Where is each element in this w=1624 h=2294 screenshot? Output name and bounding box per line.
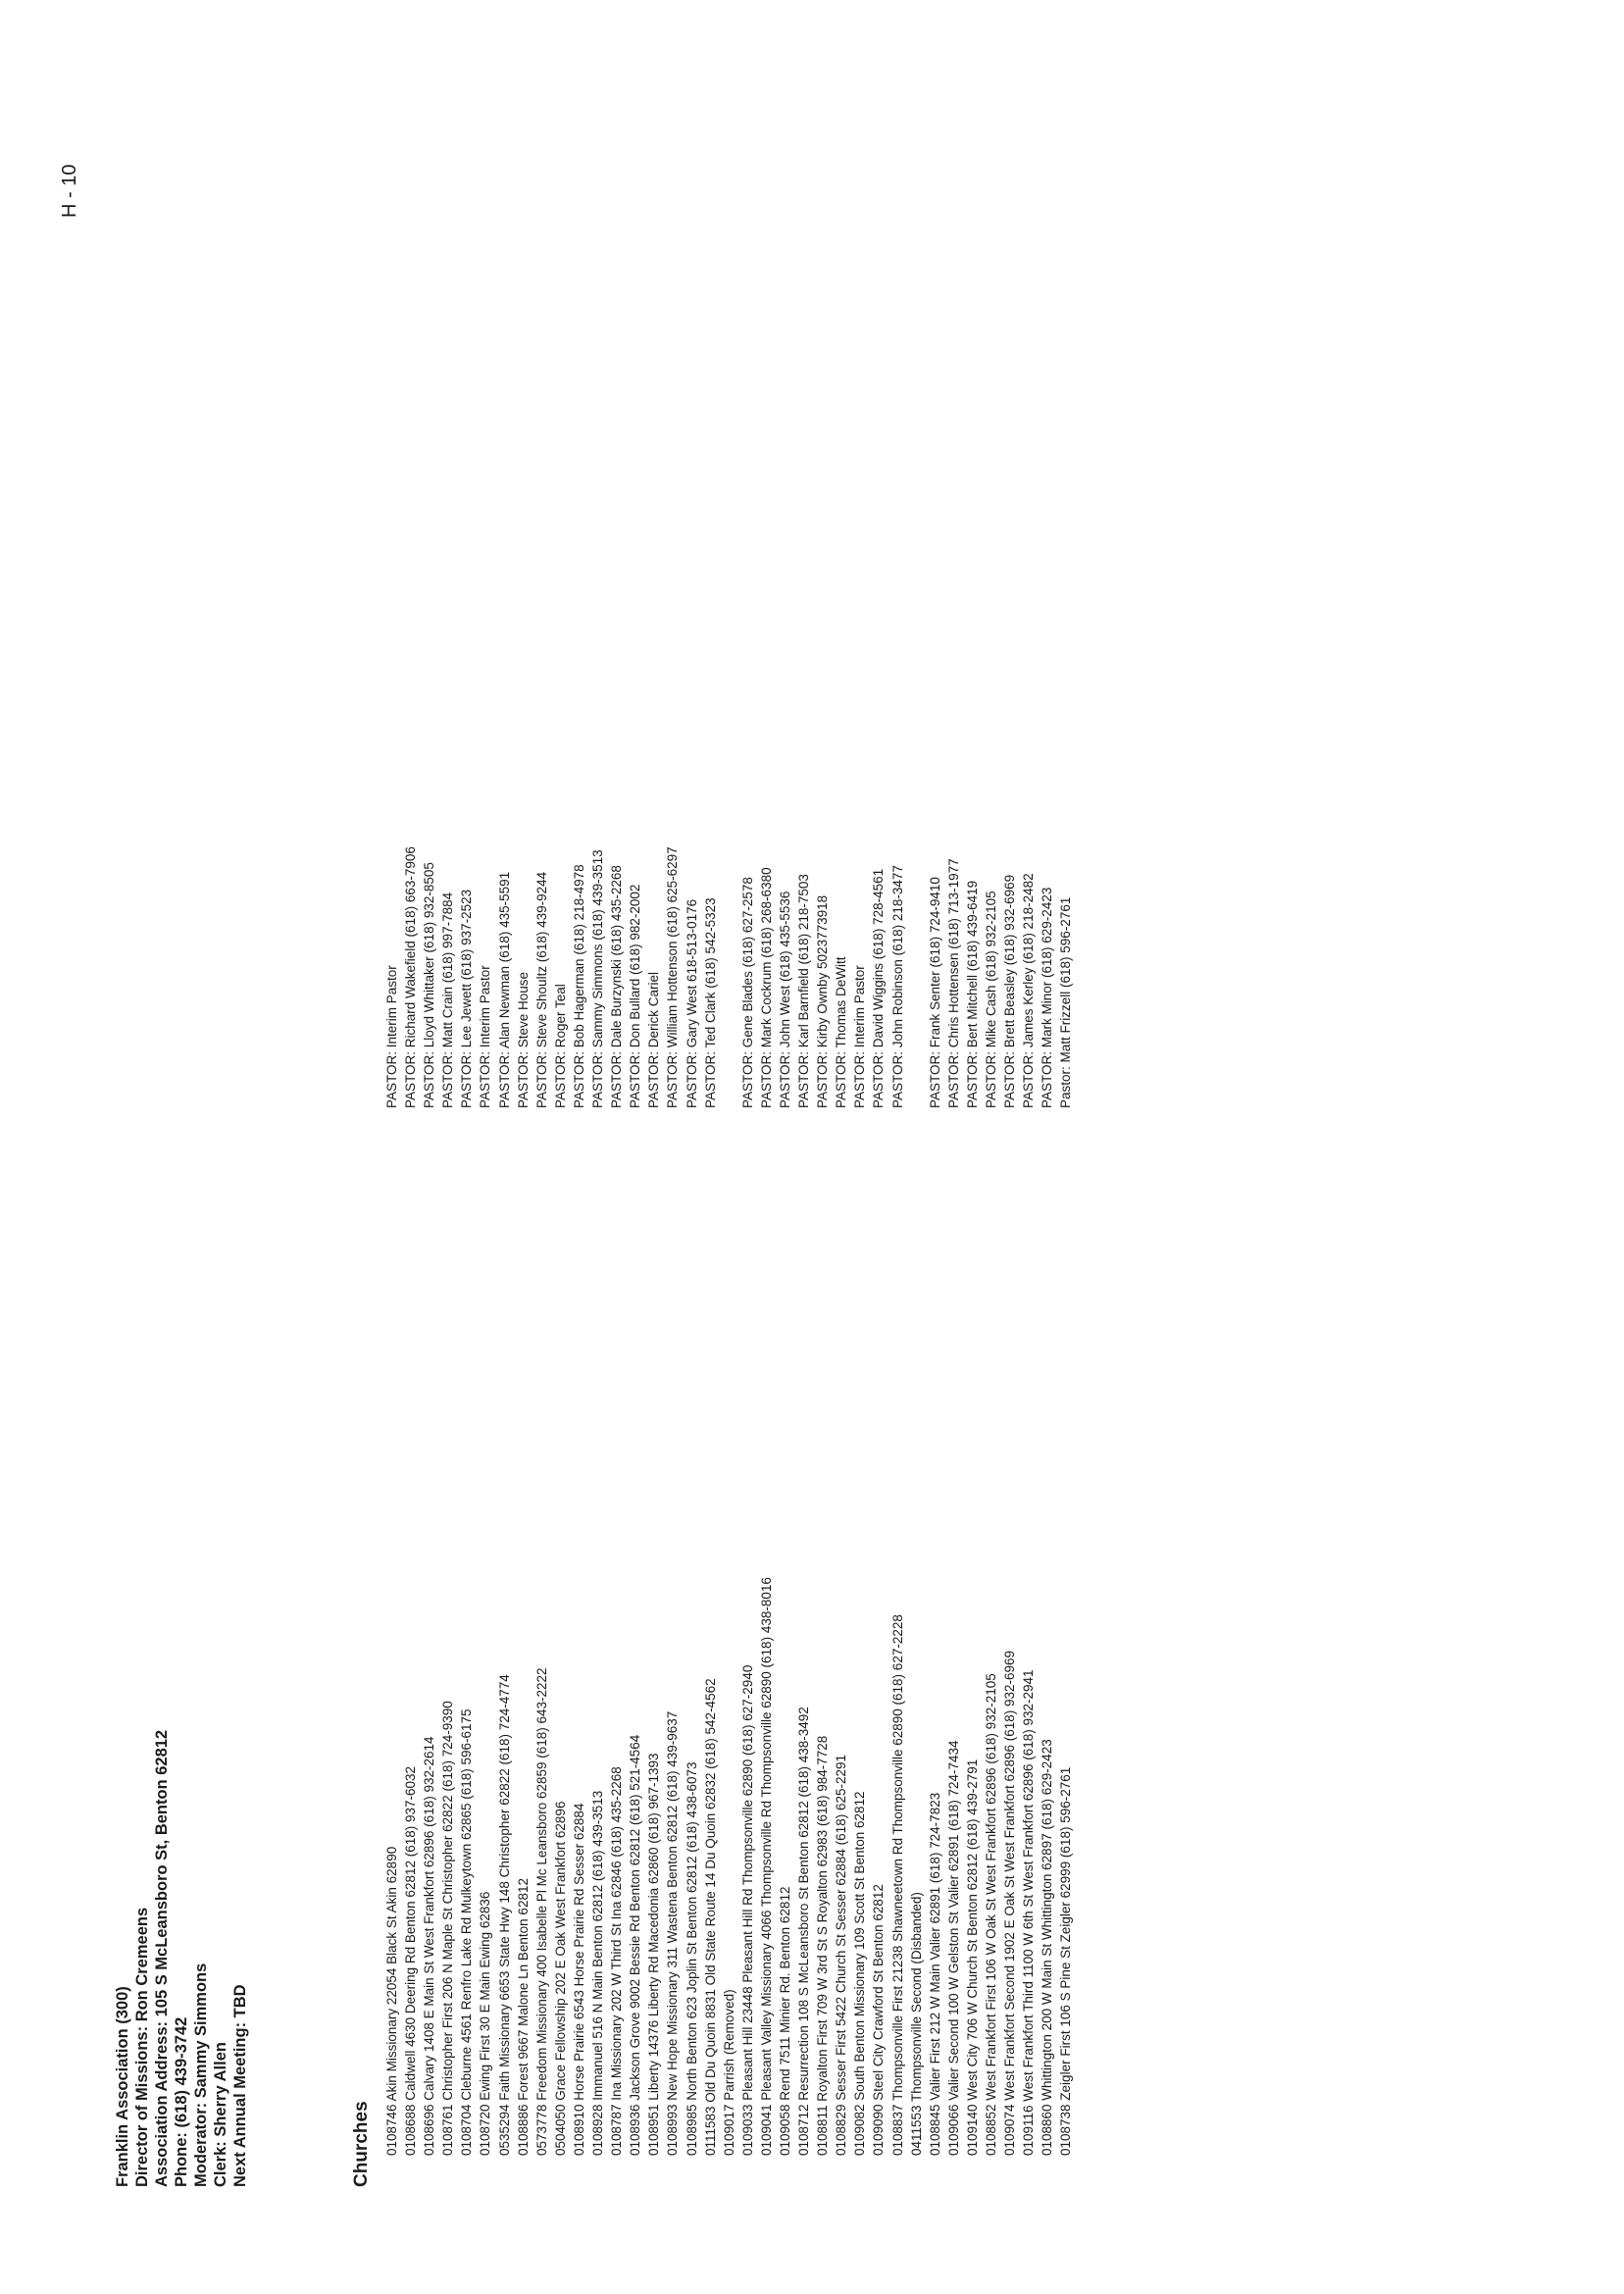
pastor-entry: PASTOR: Mike Cash (618) 932-2105 xyxy=(984,891,998,1108)
church-entry: 0108696 Calvary 1408 E Main St West Frankfort 62896 (618) 932-2614 xyxy=(422,1736,437,2156)
moderator: Moderator: Sammy Simmons xyxy=(192,1963,210,2187)
pastor-entry: PASTOR: Matt Crain (618) 997-7884 xyxy=(440,892,456,1108)
church-entry: 0109074 West Frankfort Second 1902 E Oak St West Frankfort 62896 (618) 932-6969 xyxy=(1002,1650,1018,2156)
church-entry: 0108746 Akin Missionary 22054 Black St Akin 62890 xyxy=(384,1846,399,2156)
pastor-list xyxy=(382,559,1075,1108)
pastor-entry: PASTOR: Ted Clark (618) 542-5323 xyxy=(702,897,718,1108)
pastor-entry: PASTOR: Roger Teal xyxy=(552,984,568,1108)
pastor-entry: PASTOR: Interim Pastor xyxy=(478,965,493,1108)
church-entry: 0108852 West Frankfort First 106 W Oak St West Frankfort 62896 (618) 932-2105 xyxy=(984,1673,998,2156)
pastor-entry: PASTOR: Lee Jewett (618) 937-2523 xyxy=(459,889,475,1108)
church-entry: 0535294 Faith Missionary 6653 State Hwy 148 Christopher 62822 (618) 724-4774 xyxy=(496,1674,512,2156)
pastor-entry: PASTOR: Steve Shoultz (618) 439-9244 xyxy=(533,871,549,1108)
pastor-entry xyxy=(907,559,926,1108)
pastor-entry: PASTOR: Derick Cariel xyxy=(646,971,662,1108)
next-annual-meeting: Next Annual Meeting: TBD xyxy=(231,1984,249,2187)
church-entry: 0108985 North Benton 623 Joplin St Benton 62812 (618) 438-6073 xyxy=(684,1761,699,2156)
pastor-entry: PASTOR: William Hottenson (618) 625-6297 xyxy=(665,846,681,1108)
pastor-entry: PASTOR: Mark Cockrum (618) 268-6380 xyxy=(758,867,774,1108)
pastor-entry: PASTOR: Thomas DeWitt xyxy=(834,956,849,1108)
church-entry: 0108712 Resurrection 108 S McLeansboro St Benton 62812 (618) 438-3492 xyxy=(796,1707,812,2156)
church-entry: 0109033 Pleasant Hill 23448 Pleasant Hill Rd Thompsonville 62890 (618) 627-2940 xyxy=(739,1664,755,2156)
church-list xyxy=(382,979,1075,2156)
pastor-entry: PASTOR: Frank Senter (618) 724-9410 xyxy=(927,877,942,1108)
church-entry: 0108886 Forest 9667 Malone Ln Benton 62812 xyxy=(515,1878,531,2156)
page-number: H - 10 xyxy=(59,164,80,218)
rotated-document xyxy=(113,29,1613,2187)
pastor-entry: PASTOR: Interim Pastor xyxy=(852,965,868,1108)
pastor-entry: PASTOR: James Kerley (618) 218-2482 xyxy=(1021,873,1037,1108)
pastor-entry: PASTOR: Brett Beasley (618) 932-6969 xyxy=(1002,874,1018,1108)
pastor-entry: PASTOR: John Robinson (618) 218-3477 xyxy=(889,865,905,1108)
church-entry: 0108951 Liberty 14376 Liberty Rd Macedonia 62860 (618) 967-1393 xyxy=(646,1753,662,2156)
church-entry: 0108704 Cleburne 4561 Renfro Lake Rd Mulkeytown 62865 (618) 596-6175 xyxy=(459,1708,475,2156)
pastor-entry xyxy=(720,559,738,1108)
pastor-entry: PASTOR: David Wiggins (618) 728-4561 xyxy=(871,868,887,1108)
church-entry: 0108910 Horse Prairie 6543 Horse Prairie Rd Sesser 62884 xyxy=(571,1803,586,2156)
pastor-entry: Pastor: Matt Frizzell (618) 596-2761 xyxy=(1058,896,1074,1108)
director-of-missions: Director of Missions: Ron Cremeens xyxy=(133,1907,151,2187)
association-header xyxy=(113,912,250,2187)
church-entry: 0108860 Whittington 200 W Main St Whittington 62897 (618) 629-2423 xyxy=(1040,1739,1055,2156)
church-entry: 0108993 New Hope Missionary 311 Wastena Benton 62812 (618) 439-9637 xyxy=(665,1710,681,2156)
pastor-entry: PASTOR: Mark Minor (618) 629-2423 xyxy=(1040,887,1055,1108)
church-entry: 0108720 Ewing First 30 E Main Ewing 62836 xyxy=(478,1891,493,2156)
pastor-entry: PASTOR: Chris Hottensen (618) 713-1977 xyxy=(945,858,961,1108)
pastor-entry: PASTOR: Bert Mitchell (618) 439-6419 xyxy=(964,880,980,1108)
church-entry: 0504050 Grace Fellowship 202 E Oak West Frankfort 62896 xyxy=(552,1801,568,2156)
association-address: Association Address: 105 S McLeansboro St, Benton 62812 xyxy=(153,1729,171,2187)
church-entry: 0109041 Pleasant Valley Missionary 4066 Thompsonville Rd Thompsonville 62890 (618) 438-8016 xyxy=(758,1577,774,2156)
pastor-entry: PASTOR: Gene Blades (618) 627-2578 xyxy=(739,877,755,1108)
pastor-entry: PASTOR: Bob Hagerman (618) 218-4978 xyxy=(571,864,586,1108)
church-entry: 0108811 Royalton First 709 W 3rd St S Royalton 62983 (618) 984-7728 xyxy=(815,1735,831,2156)
church-entry: 0111583 Old Du Quoin 8831 Old State Route 14 Du Quoin 62832 (618) 542-4562 xyxy=(702,1678,718,2156)
pastor-entry: PASTOR: Interim Pastor xyxy=(384,965,399,1108)
association-phone: Phone: (618) 439-3742 xyxy=(173,2016,190,2187)
association-title: Franklin Association (300) xyxy=(114,1986,131,2187)
church-entry: 0108688 Caldwell 4630 Deering Rd Benton 62812 (618) 937-6032 xyxy=(403,1765,419,2156)
church-entry: 0109017 Parrish (Removed) xyxy=(721,1989,736,2156)
church-entry: 0108837 Thompsonville First 21238 Shawneetown Rd Thompsonville 62890 (618) 627-2228 xyxy=(889,1614,905,2156)
pastor-entry: PASTOR: Alan Newman (618) 435-5591 xyxy=(496,871,512,1108)
church-entry: 0108936 Jackson Grove 9002 Bessie Rd Benton 62812 (618) 521-4564 xyxy=(628,1734,643,2156)
clerk: Clerk: Sherry Allen xyxy=(212,2042,229,2187)
church-entry: 0109066 Valier Second 100 W Gelston St Valier 62891 (618) 724-7434 xyxy=(945,1740,961,2156)
pastor-entry: PASTOR: Karl Barnfield (618) 218-7503 xyxy=(796,874,812,1108)
church-entry: 0109090 Steel City Crawford St Benton 62812 xyxy=(871,1884,887,2156)
pastor-entry: PASTOR: Don Bullard (618) 982-2002 xyxy=(628,884,643,1108)
pastor-entry: PASTOR: Dale Burzynski (618) 435-2268 xyxy=(609,865,625,1108)
church-entry: 0109116 West Frankfort Third 1100 W 6th St West Frankfort 62896 (618) 932-2941 xyxy=(1021,1669,1037,2156)
church-entry: 0108787 Ina Missionary 202 W Third St Ina 62846 (618) 435-2268 xyxy=(609,1766,625,2156)
churches-heading: Churches xyxy=(351,2101,372,2187)
church-entry: 0108738 Zeigler First 106 S Pine St Zeigler 62999 (618) 596-2761 xyxy=(1058,1766,1074,2156)
church-entry: 0108829 Sesser First 5422 Church St Sesser 62884 (618) 625-2291 xyxy=(834,1754,849,2156)
church-entry: 0109140 West City 706 W Church St Benton 62812 (618) 439-2791 xyxy=(964,1759,980,2156)
church-entry: 0109082 South Benton Missionary 109 Scott St Benton 62812 xyxy=(852,1791,868,2156)
church-entry: 0573778 Freedom Missionary 400 Isabelle Pl Mc Leansboro 62859 (618) 643-2222 xyxy=(533,1667,549,2156)
pastor-entry: PASTOR: Richard Wakefield (618) 663-7906 xyxy=(403,846,419,1108)
church-entry: 0411553 Thompsonville Second (Disbanded) xyxy=(908,1892,924,2156)
pastor-entry: PASTOR: Steve House xyxy=(515,971,531,1108)
pastor-entry: PASTOR: Sammy Simmons (618) 439-3513 xyxy=(590,849,606,1108)
church-entry: 0109058 Rend 7511 Minier Rd. Benton 62812 xyxy=(777,1886,792,2156)
pastor-entry: PASTOR: John West (618) 435-5536 xyxy=(777,891,792,1108)
church-entry: 0108761 Christopher First 206 N Maple St Christopher 62822 (618) 724-9390 xyxy=(440,1701,456,2156)
pastor-entry: PASTOR: Lloyd Whittaker (618) 932-8505 xyxy=(422,862,437,1108)
church-entry: 0108928 Immanuel 516 N Main Benton 62812 (618) 439-3513 xyxy=(590,1790,606,2156)
church-entry: 0108845 Valier First 212 W Main Valier 62891 (618) 724-7823 xyxy=(927,1792,942,2156)
pastor-entry: PASTOR: Gary West 618-513-0176 xyxy=(684,898,699,1108)
pastor-entry: PASTOR: Kirby Ownby 5023773918 xyxy=(815,894,831,1108)
